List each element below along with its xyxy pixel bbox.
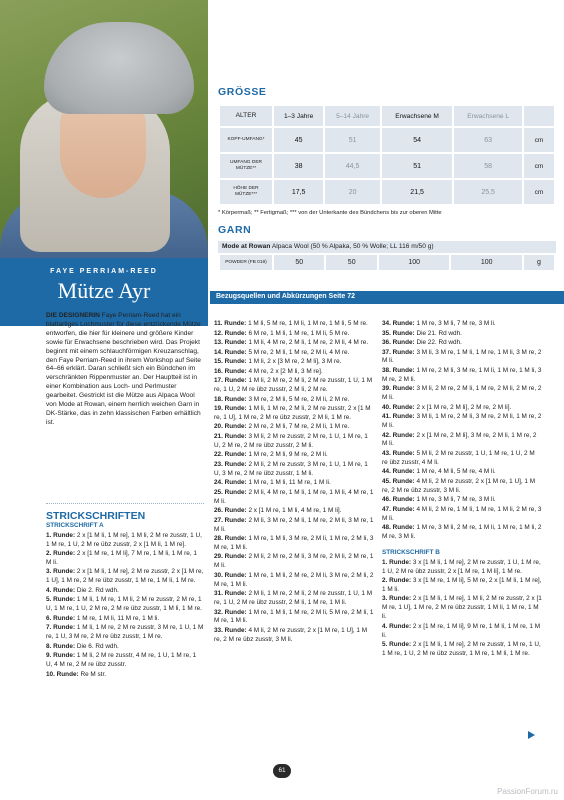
- round-number: 18. Runde:: [214, 395, 247, 403]
- yarn-cell: 50: [326, 255, 376, 270]
- pattern-title: Mütze Ayr: [57, 278, 151, 303]
- round-number: 6. Runde:: [46, 614, 76, 622]
- pattern-round: [382, 432, 542, 450]
- round-number: 5. Runde:: [46, 596, 76, 604]
- pattern-round: [46, 615, 204, 624]
- round-text: Die 6. Rd wdh.: [75, 642, 119, 650]
- round-text: 5 M li, 2 M re zusstr, 1 U, 1 M re, 1 U, 2 M re übz zusstr, 4 M li.: [382, 450, 535, 466]
- round-number: 26. Runde:: [214, 507, 247, 515]
- intro-lead: DIE DESIGNERIN: [46, 312, 100, 319]
- round-text: 3 M li, 2 M re, 2 M li, 1 M re, 2 M li, 2 M re, 2 M li.: [382, 385, 542, 402]
- round-text: 1 M re, 3 M li, 7 M re, 3 M li.: [414, 320, 496, 327]
- yarn-row: [220, 255, 554, 270]
- round-text: 1 M re, 1 M li, 11 M re, 1 M li.: [246, 479, 331, 487]
- pattern-round: [46, 550, 204, 568]
- round-number: 21. Runde:: [214, 433, 247, 440]
- round-number: 39. Runde:: [382, 385, 415, 393]
- round-text: 4 M li, 2 M re zusstr, 2 x [1 M re, 1 U], 1 M re, 2 M re übz zusstr, 3 M li.: [382, 477, 536, 494]
- round-text: 3 x [1 M li, 1 M re], 2 M re zusstr, 1 U, 1 M re, 1 U, 2 M re übz zusstr, 2 x [1 M re, 1 M li], 1 M re.: [382, 558, 541, 575]
- round-text: 3 M li, 1 M re, 2 M li, 3 M re, 2 M li, 1 M re, 2 M li.: [382, 413, 542, 430]
- size-cell: 51: [325, 128, 380, 152]
- watermark: PassionForum.ru: [497, 787, 558, 796]
- pattern-round: [382, 641, 542, 659]
- round-text: 2 x [1 M re, 1 M li], 7 M re, 1 M li, 1 M re, 1 M li.: [46, 550, 197, 566]
- pattern-round: [214, 339, 374, 348]
- hero-photo: [0, 0, 208, 260]
- pattern-round: [214, 507, 374, 516]
- intro-text: [46, 312, 204, 428]
- size-cell: 45: [274, 128, 323, 152]
- round-number: 1. Runde:: [382, 558, 412, 566]
- yarn-line: [218, 241, 556, 253]
- round-text: 3 M li, 3 M re, 1 M li, 1 M re, 1 M li, 3 M re, 2 M li.: [382, 348, 542, 365]
- round-number: 11. Runde:: [214, 320, 247, 327]
- pattern-round: [214, 553, 374, 571]
- pattern-round: [382, 413, 542, 431]
- round-text: 1 M re, 2 M li, 3 M re, 1 M li, 1 M re, 1 M li, 3 M re, 2 M li.: [382, 366, 542, 383]
- pattern-round: [214, 405, 374, 423]
- size-cell: 58: [454, 154, 522, 178]
- round-number: 4. Runde:: [382, 622, 412, 630]
- round-text: 1 M li, 2 M re, 2 M li, 2 M re zusstr, 1 U, 1 M re, 1 U, 2 M re übz zusstr, 2 M li, 2 M re.: [214, 377, 373, 394]
- yarn-unit: g: [524, 255, 554, 270]
- round-number: 42. Runde:: [382, 431, 415, 439]
- round-number: 38. Runde:: [382, 366, 415, 374]
- pattern-round: [214, 368, 374, 377]
- round-text: 2 x [1 M re, 2 M li], 3 M re, 2 M li, 1 M re, 2 M li.: [382, 431, 537, 448]
- round-text: Die 22. Rd wdh.: [414, 339, 462, 347]
- round-number: 8. Runde:: [46, 642, 76, 650]
- pattern-round: [214, 461, 374, 479]
- pattern-round: [214, 433, 374, 451]
- pattern-round: [382, 623, 542, 641]
- round-number: 32. Runde:: [214, 608, 247, 616]
- size-col: 5–14 Jahre: [325, 106, 380, 126]
- size-unit: cm: [524, 180, 554, 204]
- round-text: 4 M re, 2 x [2 M li, 3 M re].: [246, 367, 323, 375]
- size-row: [220, 154, 554, 178]
- pattern-round: [214, 572, 374, 590]
- pattern-round: [382, 577, 542, 595]
- round-text: 2 M li, 4 M re, 1 M li, 1 M re, 1 M li, 4 M re, 1 M li.: [214, 488, 374, 505]
- pattern-round: [214, 451, 374, 460]
- round-text: 1 M re, 1 M li, 11 M re, 1 M li.: [75, 614, 160, 622]
- round-number: 43. Runde:: [382, 450, 415, 457]
- yarn-brand: Mode at Rowan: [222, 243, 271, 250]
- round-number: 46. Runde:: [382, 496, 415, 504]
- yarn-cell: 100: [379, 255, 450, 270]
- pattern-round: [214, 590, 374, 608]
- round-text: 2 x [1 M re, 2 M li], 2 M re, 2 M li].: [414, 403, 512, 411]
- round-number: 40. Runde:: [382, 403, 415, 411]
- pattern-round: [382, 468, 542, 477]
- pattern-round: [214, 517, 374, 535]
- pattern-round: [46, 568, 204, 586]
- round-text: 2 M li, 2 M re zusstr, 3 M re, 1 U, 1 M re, 1 U, 3 M re, 2 M re übz zusstr, 1 M li.: [214, 460, 368, 477]
- column-1-rows: [46, 532, 204, 680]
- pattern-round: [214, 535, 374, 553]
- continue-arrow-icon: [528, 731, 535, 739]
- round-text: 3 x [1 M re, 1 M li], 5 M re, 2 x [1 M li, 1 M re], 1 M li.: [382, 577, 542, 593]
- round-text: 2 x [1 M li, 1 M re], 2 M re zusstr, 2 x [1 M re, 1 U], 1 M re, 2 M re übz zusstr, 1 M re, 1 M li, 1 M re.: [46, 568, 204, 585]
- pattern-round: [382, 559, 542, 577]
- round-number: 27. Runde:: [214, 516, 247, 524]
- round-number: 29. Runde:: [214, 553, 247, 561]
- pattern-round: [382, 496, 542, 505]
- round-number: 19. Runde:: [214, 405, 247, 413]
- pattern-round: [214, 330, 374, 339]
- size-col: Erwachsene L: [454, 106, 522, 126]
- round-text: 2 x [1 M re, 1 M li, 4 M re, 1 M li].: [246, 507, 342, 515]
- pattern-round: [382, 450, 542, 468]
- pattern-round: [382, 339, 542, 348]
- size-cell: 25,5: [454, 180, 522, 204]
- size-cell: 44,5: [325, 154, 380, 178]
- size-unit: cm: [524, 128, 554, 152]
- pattern-round: [46, 643, 204, 652]
- pattern-round: [214, 358, 374, 367]
- round-text: 2 M li, 2 M re, 2 M li, 3 M re, 2 M li, 2 M re, 1 M li.: [214, 553, 374, 570]
- pattern-round: [382, 595, 542, 622]
- round-number: 45. Runde:: [382, 477, 415, 485]
- round-text: 2 x [1 M li, 1 M re], 1 M li, 2 M re zusstr, 2 x [1 M re, 1 U], 1 M re, 2 M re übz zusstr, 1 M li, 1 M re, 1 M li.: [382, 595, 542, 621]
- round-number: 35. Runde:: [382, 329, 415, 337]
- round-text: 4 M li, 2 M re zusstr, 2 x [1 M re, 1 U], 1 M re, 2 M re übz zusstr, 3 M li.: [214, 626, 368, 643]
- round-text: 6 M re, 1 M li, 1 M re, 1 M li, 5 M re.: [246, 329, 350, 337]
- round-text: Re M str.: [78, 670, 107, 678]
- column-3: [382, 320, 542, 659]
- round-text: 2 x [1 M li, 1 M re], 2 M re zusstr, 1 M re, 1 U, 1 M re, 1 U, 2 M re übz zusstr, 1 M re, 1 M li, 1 M re.: [382, 641, 541, 657]
- round-number: 36. Runde:: [382, 339, 415, 347]
- round-text: 1 M re, 4 M li, 5 M re, 4 M li.: [414, 468, 496, 476]
- round-text: 2 M li, 1 M re, 2 M li, 2 M re zusstr, 1 U, 1 M re, 1 U, 2 M re übz zusstr, 2 M li, 1 M re, 1 M li.: [214, 590, 373, 607]
- round-number: 4. Runde:: [46, 586, 76, 594]
- size-cell: 38: [274, 154, 323, 178]
- pattern-round: [214, 627, 374, 645]
- pattern-round: [214, 349, 374, 358]
- pattern-round: [46, 587, 204, 596]
- round-text: 1 M re, 3 M li, 7 M re, 3 M li.: [414, 496, 496, 504]
- column-1: [46, 512, 204, 680]
- size-heading: GRÖSSE: [218, 86, 267, 98]
- round-number: 7. Runde:: [46, 624, 76, 632]
- round-text: Die 21. Rd wdh.: [414, 329, 462, 337]
- size-row-label: KOPF-UMFANG*: [220, 128, 272, 152]
- size-table: [218, 104, 556, 206]
- size-cell: 17,5: [274, 180, 323, 204]
- round-number: 14. Runde:: [214, 348, 247, 356]
- round-text: 1 M li, 2 x [3 M re, 2 M li], 3 M re.: [246, 358, 342, 366]
- size-col-unit: [524, 106, 554, 126]
- round-number: 9. Runde:: [46, 652, 76, 660]
- size-row-label: UMFANG DER MÜTZE**: [220, 154, 272, 178]
- round-text: 1 M li, 1 M re, 1 M li, 2 M re zusstr, 2 M re, 1 U, 1 M re, 1 U, 2 M re, 2 M re übz zusstr, 1 M li, 1 M re.: [46, 596, 202, 613]
- round-text: 1 M re, 1 M li, 3 M re, 2 M li, 1 M re, 2 M li, 3 M re, 1 M li.: [214, 535, 374, 551]
- pattern-round: [214, 423, 374, 432]
- round-number: 16. Runde:: [214, 367, 247, 375]
- round-text: 3 M li, 2 M re zusstr, 2 M re, 1 U, 1 M re, 1 U, 2 M re, 2 M re übz zusstr, 2 M li.: [214, 433, 368, 449]
- round-text: 1 M li, 4 M re, 2 M li, 1 M re, 2 M li, 4 M re.: [246, 339, 369, 347]
- size-unit: cm: [524, 154, 554, 178]
- round-text: 1 M li, 1 M re, 2 M re zusstr, 3 M re, 1 U, 1 M re, 1 U, 3 M re, 2 M re übz zusstr, 1 M re.: [46, 624, 204, 641]
- pattern-round: [46, 596, 204, 614]
- round-number: 48. Runde:: [382, 524, 415, 532]
- round-text: 1 M re, 1 M li, 1 M re, 2 M li, 5 M re, 2 M li, 1 M re, 1 M li.: [214, 608, 374, 625]
- divider: [46, 503, 204, 504]
- round-number: 33. Runde:: [214, 626, 247, 634]
- pattern-round: [382, 478, 542, 496]
- pattern-round: [382, 404, 542, 413]
- round-text: 1 M li, 2 M re zusstr, 4 M re, 1 U, 1 M re, 1 U, 4 M re, 2 M re übz zusstr.: [46, 652, 197, 668]
- round-text: 4 M li, 2 M re, 1 M li, 1 M re, 1 M li, 2 M re, 3 M li.: [382, 505, 542, 522]
- round-number: 34. Runde:: [382, 320, 415, 327]
- pattern-round: [382, 524, 542, 542]
- round-number: 22. Runde:: [214, 451, 247, 459]
- size-row: [220, 128, 554, 152]
- round-number: 1. Runde:: [46, 531, 76, 539]
- round-text: Die 2. Rd wdh.: [75, 586, 119, 594]
- yarn-desc: Alpaca Wool (50 % Alpaka, 50 % Wolle; LL 116 m/50 g): [270, 243, 434, 250]
- size-col: 1–3 Jahre: [274, 106, 323, 126]
- round-number: 3. Runde:: [382, 595, 412, 603]
- strickschrift-b-title: STRICKSCHRIFT B: [382, 548, 440, 556]
- yarn-cell: 100: [451, 255, 522, 270]
- round-text: 1 M re, 1 M li, 2 M re, 2 M li, 3 M re, 2 M li, 2 M re, 1 M li.: [214, 571, 374, 588]
- pattern-round: [214, 479, 374, 488]
- round-number: 2. Runde:: [382, 577, 412, 585]
- page-number: 61: [273, 764, 291, 778]
- round-text: 2 M li, 3 M re, 2 M li, 1 M re, 2 M li, 3 M re, 1 M li.: [214, 516, 374, 533]
- designer-caption: FAYE PERRIAM-REED: [50, 268, 158, 275]
- column-2-rows: [214, 320, 374, 645]
- round-number: 37. Runde:: [382, 348, 415, 356]
- round-text: 2 M re, 2 M li, 7 M re, 2 M li, 1 M re.: [246, 423, 350, 431]
- round-text: 3 M re, 2 M li, 5 M re, 2 M li, 2 M re.: [246, 395, 350, 403]
- yarn-heading: GARN: [218, 224, 252, 236]
- round-number: 47. Runde:: [382, 505, 415, 513]
- size-cell: 54: [382, 128, 452, 152]
- size-table-header: [220, 106, 554, 126]
- photo-hat: [44, 22, 194, 114]
- yarn-table: [218, 253, 556, 272]
- round-text: 2 x [1 M re, 1 M li], 9 M re, 1 M li, 1 M re, 1 M li.: [382, 622, 541, 639]
- pattern-round: [46, 624, 204, 642]
- pattern-round: [214, 396, 374, 405]
- round-number: 31. Runde:: [214, 590, 247, 598]
- size-cell: 63: [454, 128, 522, 152]
- round-text: 2 x [1 M li, 1 M re], 1 M li, 2 M re zusstr, 1 U, 1 M re, 1 U, 2 M re übz zusstr, 2 x [1 M li, 1 M re].: [46, 531, 202, 548]
- round-text: 1 M re, 3 M li, 2 M re, 1 M li, 1 M re, 1 M li, 2 M re, 3 M li.: [382, 524, 542, 541]
- round-number: 13. Runde:: [214, 339, 247, 347]
- size-row: [220, 180, 554, 204]
- round-number: 3. Runde:: [46, 568, 76, 576]
- pattern-round: [382, 385, 542, 403]
- pattern-round: [382, 320, 542, 329]
- round-number: 44. Runde:: [382, 468, 415, 476]
- yarn-color-label: POWDER (FB 019): [220, 255, 272, 270]
- round-number: 2. Runde:: [46, 550, 76, 558]
- size-cell: 21,5: [382, 180, 452, 204]
- size-cell: 51: [382, 154, 452, 178]
- round-text: 1 M li, 1 M re, 2 M li, 2 M re zusstr, 2 x [1 M re, 1 U], 1 M re, 2 M re übz zusstr, 2 M li, 1 M re.: [214, 405, 371, 421]
- pattern-round: [214, 609, 374, 627]
- intro-body: Faye Perriam-Reed hat ein blattartiges Lochmuster für diese entzückende Mütze entworfen, die hier für kleinere und größere Kinder sowie für Erwachsene beschrieben wird. Das Projekt beginnt mit einem schlauchförmigen Kreuzanschlag, den Faye Perriam-Reed in ihrem Workshop auf Seite 64–66 erklärt. Daran schließt sich ein Bündchen im verschränkten Rippenmuster an. Der Hauptteil ist in einer Kombination aus Loch- und Perlmuster gearbeitet. Gestrickt ist die Mütze aus Alpaca Wool von Mode at Rowan, einem herrlich weichen Garn in DK-Stärke, das in zehn klassischen Farben erhältlich ist.: [46, 312, 201, 426]
- round-text: 1 M re, 2 M li, 9 M re, 2 M li.: [246, 451, 328, 459]
- pattern-round: [214, 320, 374, 329]
- round-number: 23. Runde:: [214, 460, 247, 468]
- round-number: 41. Runde:: [382, 413, 415, 421]
- round-number: 24. Runde:: [214, 479, 247, 487]
- column-3-rows-b: [382, 559, 542, 659]
- round-number: 5. Runde:: [382, 641, 412, 649]
- spec-panel: [218, 86, 556, 272]
- yarn-cell: 50: [274, 255, 324, 270]
- round-number: 28. Runde:: [214, 535, 247, 543]
- round-number: 25. Runde:: [214, 488, 247, 496]
- round-number: 10. Runde:: [46, 670, 79, 678]
- size-note: * Körpermaß; ** Fertigmaß; *** von der Unterkante des Bündchens bis zur oberen Mitte: [218, 210, 442, 216]
- column-2: [214, 320, 374, 645]
- pattern-round: [46, 671, 204, 680]
- size-cell: 20: [325, 180, 380, 204]
- size-row-label: HÖHE DER MÜTZE***: [220, 180, 272, 204]
- strickschrift-a-title: STRICKSCHRIFT A: [46, 521, 104, 529]
- column-3-rows-a: [382, 320, 542, 542]
- size-col: Erwachsene M: [382, 106, 452, 126]
- pattern-round: [382, 506, 542, 524]
- round-number: 12. Runde:: [214, 329, 247, 337]
- pattern-round: [382, 367, 542, 385]
- round-number: 15. Runde:: [214, 358, 247, 366]
- pattern-round: [214, 489, 374, 507]
- round-text: 1 M li, 5 M re, 1 M li, 1 M re, 1 M li, 5 M re.: [246, 320, 368, 327]
- round-number: 30. Runde:: [214, 571, 247, 579]
- size-col-label: ALTER: [220, 106, 272, 126]
- reference-bar: Bezugsquellen und Abkürzungen Seite 72: [210, 291, 564, 304]
- pattern-round: [382, 330, 542, 339]
- pattern-round: [382, 349, 542, 367]
- round-number: 20. Runde:: [214, 423, 247, 431]
- pattern-round: [46, 532, 204, 550]
- pattern-round: [214, 377, 374, 395]
- round-number: 17. Runde:: [214, 377, 247, 385]
- strickschriften-title: STRICKSCHRIFTEN: [46, 510, 146, 522]
- pattern-round: [46, 652, 204, 670]
- round-text: 5 M re, 2 M li, 1 M re, 2 M li, 4 M re.: [246, 348, 350, 356]
